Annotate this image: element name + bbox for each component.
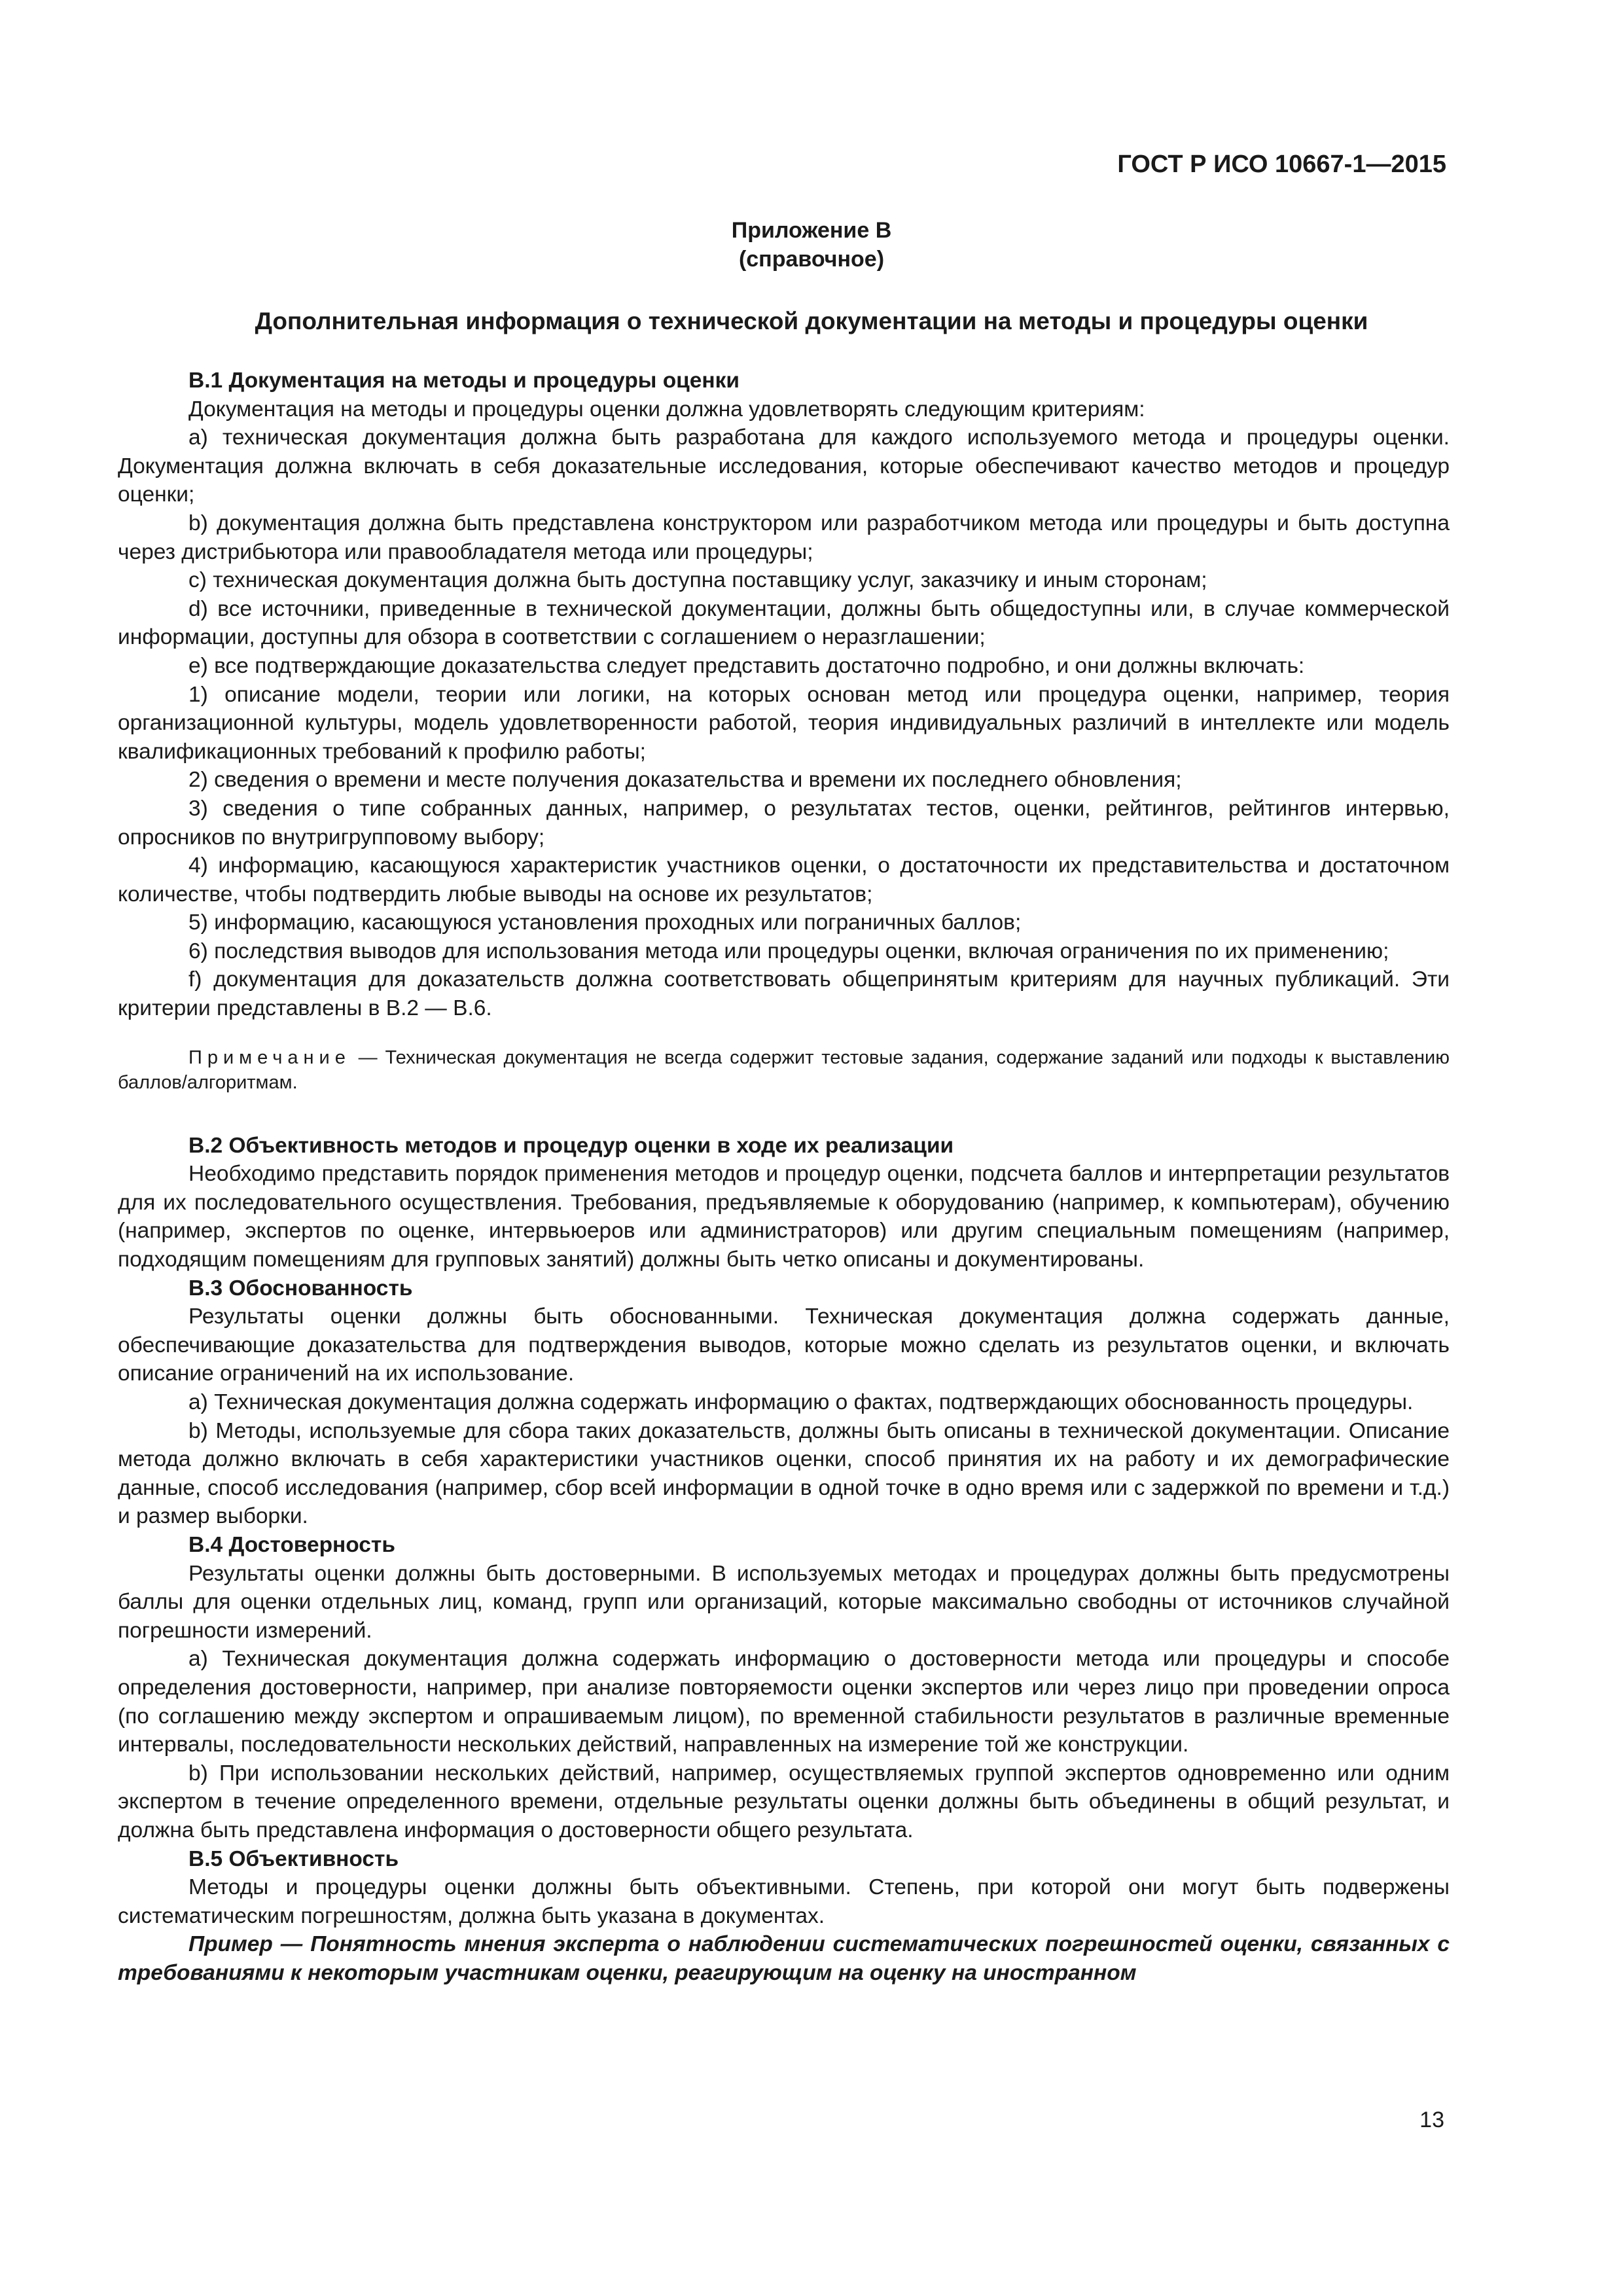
- paragraph: 3) сведения о типе собранных данных, например, о результатах тестов, оценки, рейтингов, рейтингов интервью, опросников по внутригрупповому выбору;: [118, 796, 1450, 850]
- section-b5-heading: В.5 Объективность: [188, 1846, 399, 1871]
- paragraph: a) техническая документация должна быть разработана для каждого используемого метода и процедуры оценки. Документация должна включать в себя доказательные исследования, которые обеспечивают качество методов и процедур оценки;: [118, 425, 1450, 507]
- paragraph: Необходимо представить порядок применения методов и процедур оценки, подсчета баллов и интерпретации результатов для их последовательного осуществления. Требования, предъявляемые к оборудованию (например, к компьютерам), обучению (например, экспертов по оценке, интервьюеров или администраторов) или другим специальным помещениям (например, подходящим помещениям для групповых занятий) должны быть четко описаны и документированы.: [118, 1162, 1450, 1272]
- paragraph: Результаты оценки должны быть обоснованными. Техническая документация должна содержать данные, обеспечивающие доказательства для подтверждения выводов, которые можно сделать из результатов оценки, и включать описание ограничений на их использование.: [118, 1304, 1450, 1386]
- note: [118, 1045, 1450, 1095]
- section-b2-heading: В.2 Объективность методов и процедур оценки в ходе их реализации: [188, 1133, 954, 1158]
- paragraph: b) документация должна быть представлена конструктором или разработчиком метода или процедуры и быть доступна через дистрибьютора или правообладателя метода или процедуры;: [118, 511, 1450, 564]
- annex-heading: [0, 216, 1623, 274]
- paragraph: 5) информацию, касающуюся установления проходных или пограничных баллов;: [188, 910, 1022, 935]
- document-body: [118, 367, 1450, 1987]
- standard-designation: ГОСТ Р ИСО 10667-1—2015: [1117, 151, 1446, 178]
- section-b3-heading: В.3 Обоснованность: [188, 1276, 413, 1300]
- paragraph: b) При использовании нескольких действий, например, осуществляемых группой экспертов одновременно или одним экспертом в течение определенного времени, отдельные результаты оценки должны быть объединены в общий результат, и должна быть представлена информация о достоверности общего результата.: [118, 1761, 1450, 1842]
- page-number: 13: [1419, 2108, 1444, 2132]
- note-text: — Техническая документация не всегда содержит тестовые задания, содержание заданий или подходы к выставлению баллов/алгоритмам.: [118, 1047, 1450, 1093]
- paragraph: 2) сведения о времени и месте получения доказательства и времени их последнего обновления;: [188, 768, 1182, 793]
- paragraph: Результаты оценки должны быть достоверными. В используемых методах и процедурах должны быть предусмотрены баллы для оценки отдельных лиц, команд, групп или организаций, которые максимально свободны от источников случайной погрешности измерений.: [118, 1561, 1450, 1643]
- paragraph: 6) последствия выводов для использования метода или процедуры оценки, включая ограничения по их применению;: [188, 939, 1389, 963]
- section-b1-heading: В.1 Документация на методы и процедуры оценки: [188, 368, 740, 393]
- paragraph: Методы и процедуры оценки должны быть объективными. Степень, при которой они могут быть подвержены систематическим погрешностям, должна быть указана в документах.: [118, 1875, 1450, 1928]
- annex-title: Дополнительная информация о технической документации на методы и процедуры оценки: [255, 308, 1368, 334]
- example-text: Пример — Понятность мнения эксперта о наблюдении систематических погрешностей оценки, связанных с требованиями к некоторым участникам оценки, реагирующим на оценку на иностранном: [118, 1932, 1450, 1985]
- paragraph: f) документация для доказательств должна соответствовать общепринятым критериям для научных публикаций. Эти критерии представлены в В.2 — В.6.: [118, 967, 1450, 1021]
- paragraph: b) Методы, используемые для сбора таких доказательств, должны быть описаны в технической документации. Описание метода должно включать в себя характеристики участников оценки, способ принятия их на работу и их демографические данные, способ исследования (например, сбор всей информации в одной точке в одно время или с задержкой по времени и т.д.) и размер выборки.: [118, 1418, 1450, 1529]
- paragraph: 4) информацию, касающуюся характеристик участников оценки, о достаточности их представительства и достаточном количестве, чтобы подтвердить любые выводы на основе их результатов;: [118, 853, 1450, 906]
- section-b4-heading: В.4 Достоверность: [188, 1532, 395, 1557]
- paragraph: c) техническая документация должна быть доступна поставщику услуг, заказчику и иным сторонам;: [188, 568, 1207, 593]
- annex-type: (справочное): [738, 247, 885, 272]
- paragraph: a) Техническая документация должна содержать информацию о фактах, подтверждающих обоснованность процедуры.: [188, 1390, 1414, 1414]
- paragraph: Документация на методы и процедуры оценки должна удовлетворять следующим критериям:: [188, 397, 1145, 422]
- paragraph: a) Техническая документация должна содержать информацию о достоверности метода или процедуры и способе определения достоверности, например, при анализе повторяемости оценки экспертов или через лицо при проведении опроса (по соглашению между экспертом и опрашиваемым лицом), по временной стабильности результатов в различные временные интервалы, последовательности нескольких действий, направленных на измерение той же конструкции.: [118, 1647, 1450, 1757]
- paragraph: e) все подтверждающие доказательства следует представить достаточно подробно, и они должны включать:: [188, 653, 1305, 678]
- paragraph: d) все источники, приведенные в технической документации, должны быть общедоступны или, в случае коммерческой информации, доступны для обзора в соответствии с соглашением о неразглашении;: [118, 596, 1450, 650]
- note-label: Примечание: [188, 1047, 351, 1068]
- paragraph: 1) описание модели, теории или логики, на которых основан метод или процедура оценки, например, теория организационной культуры, модель удовлетворенности работой, теория индивидуальных различий в интеллекте или модель квалификационных требований к профилю работы;: [118, 682, 1450, 764]
- annex-label: Приложение В: [731, 218, 892, 243]
